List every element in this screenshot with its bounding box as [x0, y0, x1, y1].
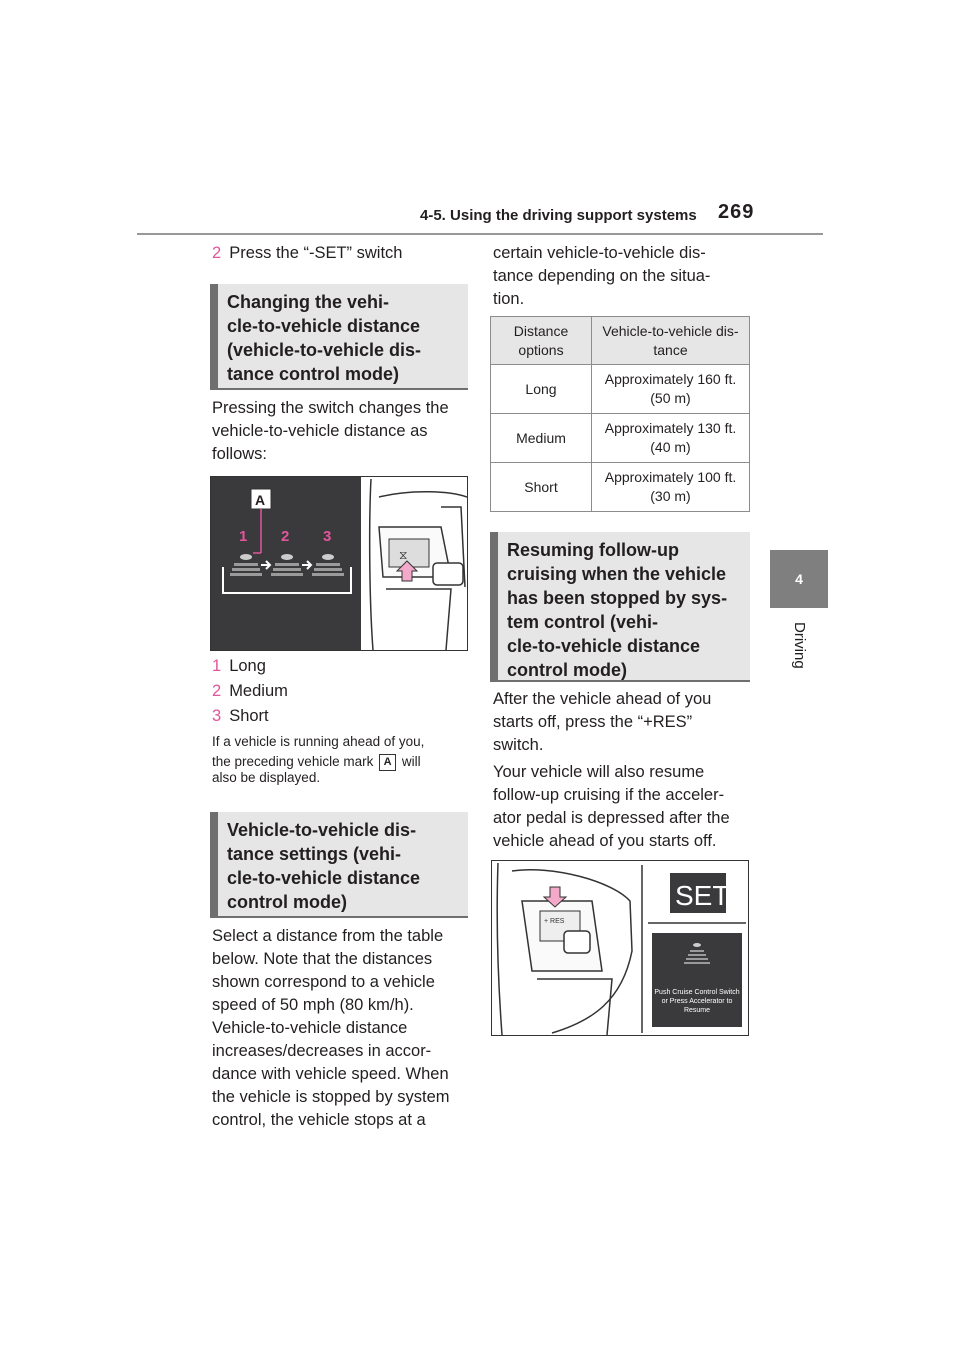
table-row: [491, 463, 750, 512]
section-heading-distance-settings: [210, 812, 468, 918]
distance-switch-illustration: [211, 477, 468, 651]
resume-message-line: or Press Accelerator to: [661, 998, 733, 1005]
table-cell: Approximately 130 ft. (40 m): [592, 414, 750, 463]
table-cell: Medium: [491, 414, 592, 463]
heading-line: cle-to-vehicle distance: [227, 316, 421, 336]
heading-line: Changing the vehi-: [227, 292, 389, 312]
chapter-label: Driving: [791, 622, 808, 669]
text-line: Your vehicle will also resume: [493, 763, 705, 781]
callout-a-badge: A: [379, 754, 396, 771]
paragraph-accelerator: [493, 761, 730, 853]
paragraph-continued: [493, 242, 710, 311]
list-item: [212, 679, 288, 704]
text-line: Pressing the switch changes the: [212, 399, 449, 417]
text-line: below. Note that the distances: [212, 950, 433, 968]
note-line: also be displayed.: [212, 770, 321, 785]
heading-line: tem control (vehi-: [507, 612, 659, 632]
heading-line: cle-to-vehicle distance: [507, 636, 701, 656]
table-cell: Approximately 100 ft. (30 m): [592, 463, 750, 512]
note-text: the preceding vehicle mark: [212, 754, 374, 769]
distance-table: [490, 316, 750, 512]
table-header-cell: Vehicle-to-vehicle dis- tance: [592, 317, 750, 365]
section-heading-resuming: [490, 532, 750, 682]
text-line: the vehicle is stopped by system: [212, 1088, 450, 1106]
list-number: 3: [212, 707, 222, 725]
text-line: dance with vehicle speed. When: [212, 1065, 449, 1083]
heading-line: control mode): [227, 892, 347, 912]
table-cell: Long: [491, 365, 592, 414]
table-header-row: [491, 317, 750, 365]
list-text: Medium: [229, 682, 288, 700]
step-2: [212, 242, 402, 265]
list-text: Long: [229, 657, 266, 675]
heading-line: tance control mode): [227, 364, 400, 384]
res-switch-label: + RES: [544, 918, 565, 925]
paragraph-after-vehicle-ahead: [493, 688, 711, 757]
text-line: certain vehicle-to-vehicle dis-: [493, 244, 706, 262]
text-line: speed of 50 mph (80 km/h).: [212, 996, 414, 1014]
header-divider: [137, 233, 823, 235]
heading-line: cle-to-vehicle distance: [227, 868, 421, 888]
resume-switch-illustration: [492, 861, 749, 1036]
resume-message-line: Push Cruise Control Switch: [654, 989, 740, 996]
text-line: increases/decreases in accor-: [212, 1042, 432, 1060]
paragraph-select-distance: [212, 925, 450, 1132]
note-text: will: [401, 754, 421, 769]
table-header-cell: Distance options: [491, 317, 592, 365]
heading-line: tance settings (vehi-: [227, 844, 402, 864]
text-line: Select a distance from the table: [212, 927, 444, 945]
heading-line: Vehicle-to-vehicle dis-: [227, 820, 417, 840]
text-line: Vehicle-to-vehicle distance: [212, 1019, 408, 1037]
table-cell: Short: [491, 463, 592, 512]
page-number: 269: [718, 201, 755, 223]
text-line: vehicle ahead of you starts off.: [493, 832, 717, 850]
section-heading-changing-distance: [210, 284, 468, 390]
list-item: [212, 704, 288, 729]
heading-line: Resuming follow-up: [507, 540, 679, 560]
text-line: starts off, press the “+RES”: [493, 713, 693, 731]
note-line: If a vehicle is running ahead of you,: [212, 734, 425, 749]
set-indicator: SET: [675, 880, 730, 911]
text-line: vehicle-to-vehicle distance as: [212, 422, 428, 440]
text-line: tion.: [493, 290, 525, 308]
preceding-vehicle-note: [212, 732, 424, 788]
resume-message-line: Resume: [683, 1007, 711, 1014]
heading-line: cruising when the vehicle: [507, 564, 727, 584]
section-header: 4-5. Using the driving support systems: [420, 207, 697, 224]
heading-line: (vehicle-to-vehicle dis-: [227, 340, 422, 360]
step-text: Press the “-SET” switch: [229, 244, 403, 262]
text-line: switch.: [493, 736, 544, 754]
list-item: [212, 654, 288, 679]
table-row: [491, 365, 750, 414]
list-number: 1: [212, 657, 222, 675]
heading-line: has been stopped by sys-: [507, 588, 728, 608]
table-cell: Approximately 160 ft. (50 m): [592, 365, 750, 414]
heading-line: control mode): [507, 660, 627, 680]
text-line: follow-up cruising if the acceler-: [493, 786, 725, 804]
text-line: tance depending on the situa-: [493, 267, 711, 285]
distance-list: [212, 654, 288, 729]
text-line: follows:: [212, 445, 268, 463]
step-number: 2: [212, 244, 222, 262]
distance-switch-figure: [210, 476, 468, 651]
text-line: control, the vehicle stops at a: [212, 1111, 426, 1129]
callout-2: 2: [281, 528, 290, 545]
paragraph-switch-changes: [212, 397, 449, 466]
callout-1: 1: [239, 528, 248, 545]
text-line: ator pedal is depressed after the: [493, 809, 730, 827]
list-text: Short: [229, 707, 269, 725]
chapter-tab: 4: [770, 550, 828, 608]
text-line: After the vehicle ahead of you: [493, 690, 712, 708]
callout-a: A: [255, 492, 266, 508]
svg-text:⧖: ⧖: [399, 548, 408, 562]
text-line: shown correspond to a vehicle: [212, 973, 435, 991]
resume-switch-figure: [491, 860, 749, 1036]
callout-3: 3: [323, 528, 332, 545]
list-number: 2: [212, 682, 222, 700]
table-row: [491, 414, 750, 463]
